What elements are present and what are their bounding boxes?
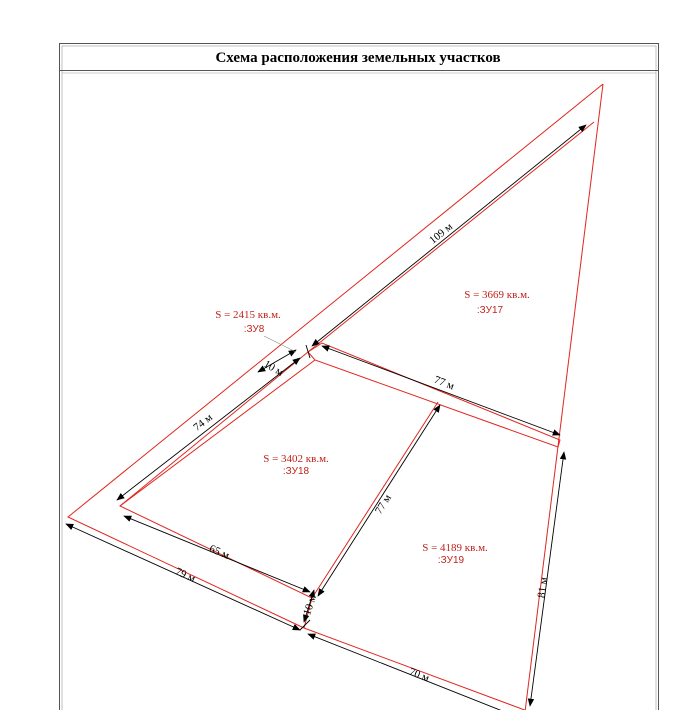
boundary-outer [68,84,603,710]
plot-zu19-area: S = 4189 кв.м. [422,542,488,554]
dim-70-label: 70 м [407,665,431,685]
dim-line-77a [322,346,560,435]
dim-81-label: 81 м [535,576,551,599]
dim-74-label: 74 м [191,411,216,434]
plot-zu18-id: :ЗУ18 [282,466,310,477]
zu8-leader [264,336,296,352]
plot-zu17-id: :ЗУ17 [476,305,504,316]
plot-zu8-id: :ЗУ8 [243,324,265,335]
boundary-zu18-zu19 [312,402,438,598]
dim-10a-label: 10 м [261,358,286,379]
plot-zu17-area: S = 3669 кв.м. [464,289,530,301]
plot-zu18-area: S = 3402 кв.м. [263,453,329,465]
dim-line-109 [312,125,586,346]
page-title: Схема расположения земельных участков [215,50,501,66]
boundary-east [525,84,603,710]
dim-10b-label: 10 м [301,593,320,617]
dim-79-label: 79 м [173,565,198,585]
dim-line-74 [117,358,300,500]
dim-77b-label: 77 м [372,492,395,517]
dim-77a-label: 77 м [432,373,456,393]
dim-65-label: 65 м [207,542,232,562]
dim-109-label: 109 м [427,220,456,247]
dimension-lines [66,125,586,710]
plot-zu19-id: :ЗУ19 [437,555,465,566]
dim-line-70 [308,634,505,710]
boundary-zu17-south [308,343,560,447]
sheet-frame [60,44,659,711]
plot-zu8-area: S = 2415 кв.м. [215,309,281,321]
plot-boundaries [68,84,603,710]
